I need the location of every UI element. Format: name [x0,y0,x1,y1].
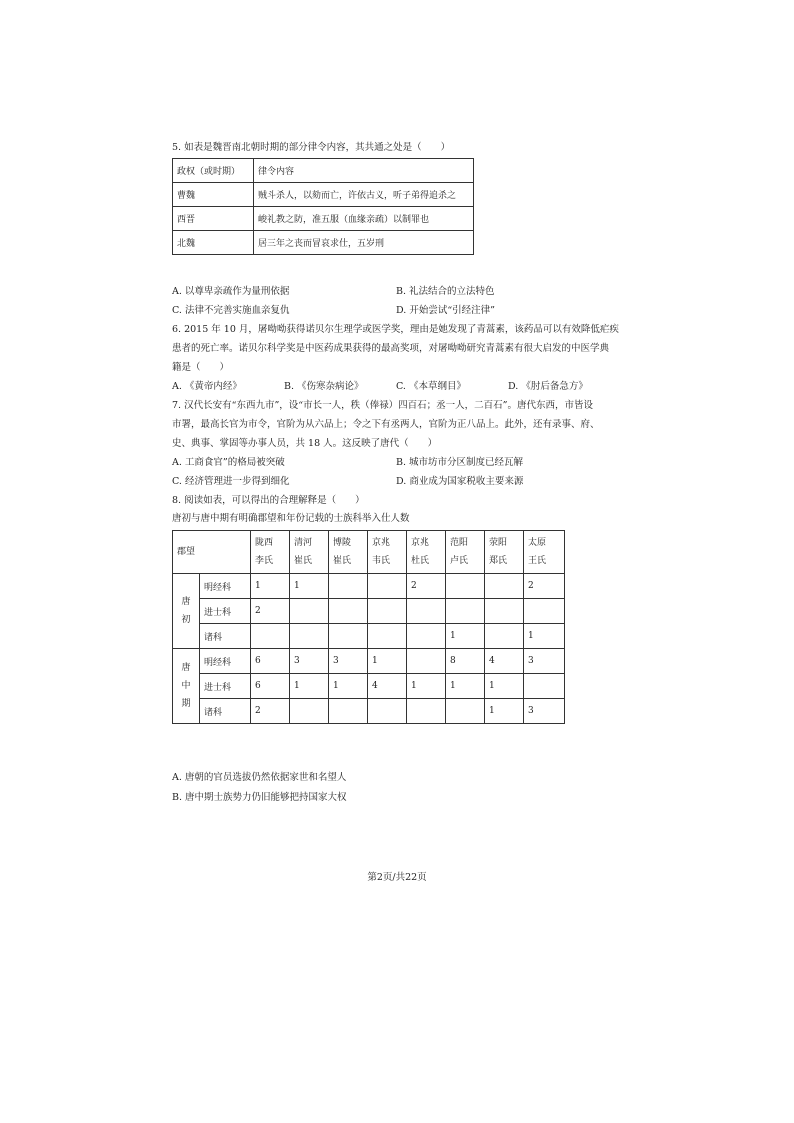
count-cell: 2 [407,574,446,599]
count-cell: 6 [251,674,290,699]
exam-type-cell: 进士科 [200,599,251,624]
law-cell: 贼斗杀人，以劾而亡，许依古义，听子弟得追杀之 [254,183,474,207]
table-row [173,624,565,649]
table-header-cell: 政权（或时期） [173,159,254,183]
count-cell [251,624,290,649]
count-cell: 3 [524,699,565,724]
table-row [173,231,474,255]
choice-d[interactable]: D. 开始尝试“引经注律” [396,305,496,316]
law-cell: 峻礼教之防，准五服（血缘亲疏）以制罪也 [254,207,474,231]
count-cell: 1 [485,699,524,724]
count-cell: 1 [524,624,565,649]
count-cell: 1 [446,624,485,649]
choice-c[interactable]: C. 经济管理进一步得到细化 [172,476,290,487]
count-cell: 1 [485,674,524,699]
count-cell: 3 [524,649,565,674]
clan-header: 范阳 卢氏 [446,531,485,574]
choice-a[interactable]: A. 《黄帝内经》 [172,381,242,392]
count-cell [407,649,446,674]
q5-law-table [172,158,474,255]
q7-stem-line: 7. 汉代长安有“东西九市”，设“市长一人，秩（俸禄）四百石；丞一人，二百石”。唐代东西，市皆设 [172,400,594,411]
table-row [173,207,474,231]
exam-type-cell: 明经科 [200,649,251,674]
table-header-cell: 律令内容 [254,159,474,183]
clan-header: 荥阳 郑氏 [485,531,524,574]
count-cell [524,599,565,624]
count-cell [485,624,524,649]
count-cell [329,574,368,599]
count-cell: 8 [446,649,485,674]
q7-stem-line: 史、典事、掌固等办事人员，共 18 人。这反映了唐代（ ） [172,438,438,449]
count-cell: 3 [290,649,329,674]
table-row [173,674,565,699]
q8-table-caption: 唐初与唐中期有明确郡望和年份记载的士族科举入仕人数 [172,513,410,524]
choice-a[interactable]: A. 唐朝的官员选拔仍然依据家世和名望人 [172,772,347,783]
exam-type-cell: 进士科 [200,674,251,699]
count-cell [407,624,446,649]
choice-b[interactable]: B. 城市坊市分区制度已经瓦解 [396,457,524,468]
choice-b[interactable]: B. 唐中期士族势力仍旧能够把持国家大权 [172,792,347,803]
regime-cell: 西晋 [173,207,254,231]
count-cell: 1 [290,574,329,599]
count-cell [368,574,407,599]
count-cell: 1 [329,674,368,699]
q8-stem: 8. 阅读如表，可以得出的合理解释是（ ） [172,495,365,506]
law-cell: 居三年之丧而冒哀求仕，五岁刑 [254,231,474,255]
count-cell: 2 [251,699,290,724]
q8-exam-table [172,530,565,724]
table-row [173,649,565,674]
count-cell [446,699,485,724]
count-cell [524,674,565,699]
exam-type-cell: 诸科 [200,699,251,724]
regime-cell: 曹魏 [173,183,254,207]
clan-header: 京兆 杜氏 [407,531,446,574]
count-cell: 1 [290,674,329,699]
count-cell [485,599,524,624]
count-cell [485,574,524,599]
count-cell: 1 [407,674,446,699]
clan-header: 清河 崔氏 [290,531,329,574]
q5-stem: 5. 如表是魏晋南北朝时期的部分律令内容，其共通之处是（ ） [172,142,451,153]
count-cell [329,699,368,724]
clan-header: 太原 王氏 [524,531,565,574]
commandery-header: 郡望 [173,531,251,574]
count-cell: 2 [251,599,290,624]
count-cell [368,599,407,624]
count-cell [368,624,407,649]
count-cell: 2 [524,574,565,599]
count-cell: 6 [251,649,290,674]
count-cell: 4 [485,649,524,674]
clan-header: 博陵 崔氏 [329,531,368,574]
table-row [173,574,565,599]
table-header-row [173,531,565,574]
count-cell [368,699,407,724]
count-cell [329,624,368,649]
period-cell: 唐 初 [173,574,200,649]
choice-d[interactable]: D. 商业成为国家税收主要来源 [396,476,524,487]
count-cell [329,599,368,624]
count-cell [407,699,446,724]
exam-type-cell: 明经科 [200,574,251,599]
count-cell: 1 [368,649,407,674]
count-cell [407,599,446,624]
count-cell: 4 [368,674,407,699]
regime-cell: 北魏 [173,231,254,255]
choice-c[interactable]: C. 《本草纲目》 [396,381,466,392]
choice-b[interactable]: B. 《伤寒杂病论》 [284,381,364,392]
choice-a[interactable]: A. 工商食官”的格局被突破 [172,457,285,468]
q6-stem-line: 患者的死亡率。诺贝尔科学奖是中医药成果获得的最高奖项，对屠呦呦研究青蒿素有很大启发的中医学典 [172,343,610,354]
choice-a[interactable]: A. 以尊卑亲疏作为量刑依据 [172,286,290,297]
choice-b[interactable]: B. 礼法结合的立法特色 [396,286,495,297]
q6-stem-line: 籍是（ ） [172,362,230,373]
count-cell: 3 [329,649,368,674]
clan-header: 京兆 韦氏 [368,531,407,574]
choice-d[interactable]: D. 《肘后备急方》 [508,381,588,392]
q6-stem-line: 6. 2015 年 10 月，屠呦呦获得诺贝尔生理学或医学奖，理由是她发现了青蒿素，该药品可以有效降低疟疾 [172,324,619,335]
count-cell [290,624,329,649]
table-row [173,699,565,724]
table-header-row [173,159,474,183]
exam-type-cell: 诸科 [200,624,251,649]
table-row [173,599,565,624]
clan-header: 陇西 李氏 [251,531,290,574]
period-cell: 唐 中 期 [173,649,200,724]
count-cell [290,699,329,724]
count-cell: 1 [446,674,485,699]
count-cell: 1 [251,574,290,599]
choice-c[interactable]: C. 法律不完善实施血亲复仇 [172,305,290,316]
count-cell [290,599,329,624]
q8-table-body [173,574,565,724]
page-footer: 第2页/共22页 [367,872,427,883]
count-cell [446,574,485,599]
table-row [173,183,474,207]
q7-stem-line: 市署，最高长官为市令，官阶为从六品上；令之下有丞两人，官阶为正八品上。此外，还有录事、府、 [172,419,600,430]
count-cell [446,599,485,624]
